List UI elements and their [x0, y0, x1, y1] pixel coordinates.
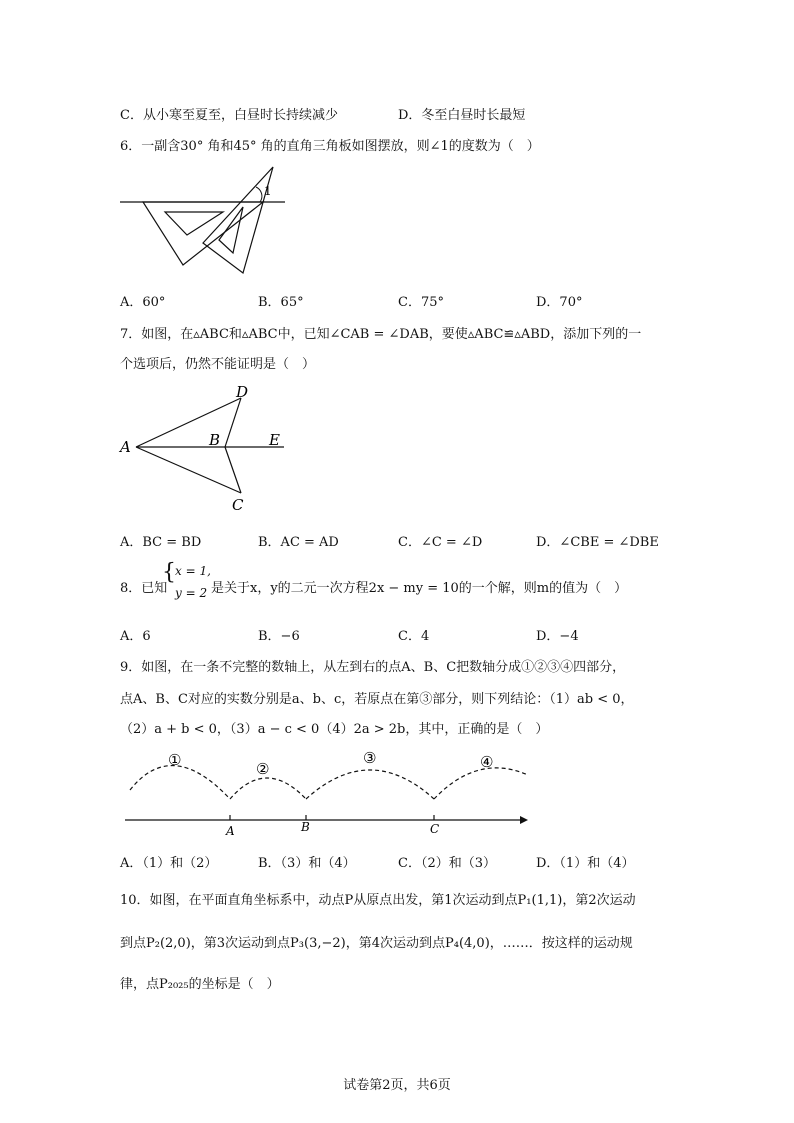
q9-point-c: C [430, 822, 440, 836]
q7-label-c: C [232, 496, 244, 513]
q8-system-line1: x = 1, [175, 564, 211, 578]
q8-prefix: 8．已知 [120, 581, 168, 596]
q7-option-d: D．∠CBE = ∠DBE [536, 535, 659, 550]
q9-number-line-figure [120, 745, 540, 840]
q9-region-2: ② [256, 760, 270, 778]
q6-option-c: C．75° [398, 295, 444, 310]
page-footer: 试卷第2页，共6页 [343, 1078, 451, 1093]
q7-option-c: C．∠C = ∠D [398, 535, 483, 550]
q6-option-a: A．60° [120, 295, 166, 310]
q8-stem: 是关于x，y的二元一次方程2x − my = 10的一个解，则m的值为（ ） [211, 581, 628, 596]
q6-figure [115, 165, 295, 280]
q7-figure [115, 383, 295, 513]
q8-system-line2: y = 2 [175, 586, 208, 600]
q9-point-b: B [301, 820, 310, 834]
q7-label-b: B [209, 431, 221, 449]
q9-region-4: ④ [480, 753, 494, 771]
q9-region-1: ① [168, 751, 182, 769]
q9-line1: 9．如图，在一条不完整的数轴上，从左到右的点A、B、C把数轴分成①②③④四部分， [120, 660, 626, 675]
q9-region-3: ③ [363, 749, 377, 767]
q5-option-d: D．冬至白昼时长最短 [398, 108, 526, 123]
q10-line2: 到点P₂(2,0)，第3次运动到点P₃(3,−2)，第4次运动到点P₄(4,0)，……．按这样的运动规 [120, 936, 633, 951]
q9-option-a: A．（1）和（2） [120, 856, 218, 871]
q7-stem-line1: 7．如图，在▵ABC和▵ABC中，已知∠CAB = ∠DAB，要使▵ABC≌▵ABD，添加下列的一 [120, 327, 642, 342]
q10-line1: 10．如图，在平面直角坐标系中，动点P从原点出发，第1次运动到点P₁(1,1)，第2次运动 [120, 893, 636, 908]
q9-option-c: C．（2）和（3） [398, 856, 496, 871]
q9-option-d: D．（1）和（4） [536, 856, 635, 871]
q9-point-a: A [226, 824, 235, 838]
q8-option-b: B．−6 [258, 629, 300, 644]
q8-option-d: D．−4 [536, 629, 579, 644]
q10-line3: 律，点P₂₀₂₅的坐标是（ ） [120, 977, 280, 992]
q6-stem: 6．一副含30° 角和45° 角的直角三角板如图摆放，则∠1的度数为（ ） [120, 139, 540, 154]
q7-stem-line2: 个选项后，仍然不能证明是（ ） [120, 357, 316, 372]
q7-option-a: A．BC = BD [120, 535, 202, 550]
q8-option-c: C．4 [398, 629, 430, 644]
q9-option-b: B．（3）和（4） [258, 856, 356, 871]
q9-line2: 点A、B、C对应的实数分别是a、b、c，若原点在第③部分，则下列结论：（1）ab < 0， [120, 692, 634, 707]
q7-label-d: D [236, 383, 249, 401]
q7-option-b: B．AC = AD [258, 535, 339, 550]
q6-angle-label: 1 [264, 184, 272, 198]
q9-line3: （2）a + b < 0，（3）a − c < 0（4）2a > 2b，其中，正确的是（ ） [120, 722, 549, 737]
q8-brace: { [162, 560, 176, 585]
q7-label-a: A [120, 438, 131, 456]
q7-label-e: E [269, 431, 280, 449]
q6-option-b: B．65° [258, 295, 304, 310]
q5-option-c: C．从小寒至夏至，白昼时长持续减少 [120, 108, 338, 123]
q8-option-a: A．6 [120, 629, 151, 644]
q6-option-d: D．70° [536, 295, 583, 310]
